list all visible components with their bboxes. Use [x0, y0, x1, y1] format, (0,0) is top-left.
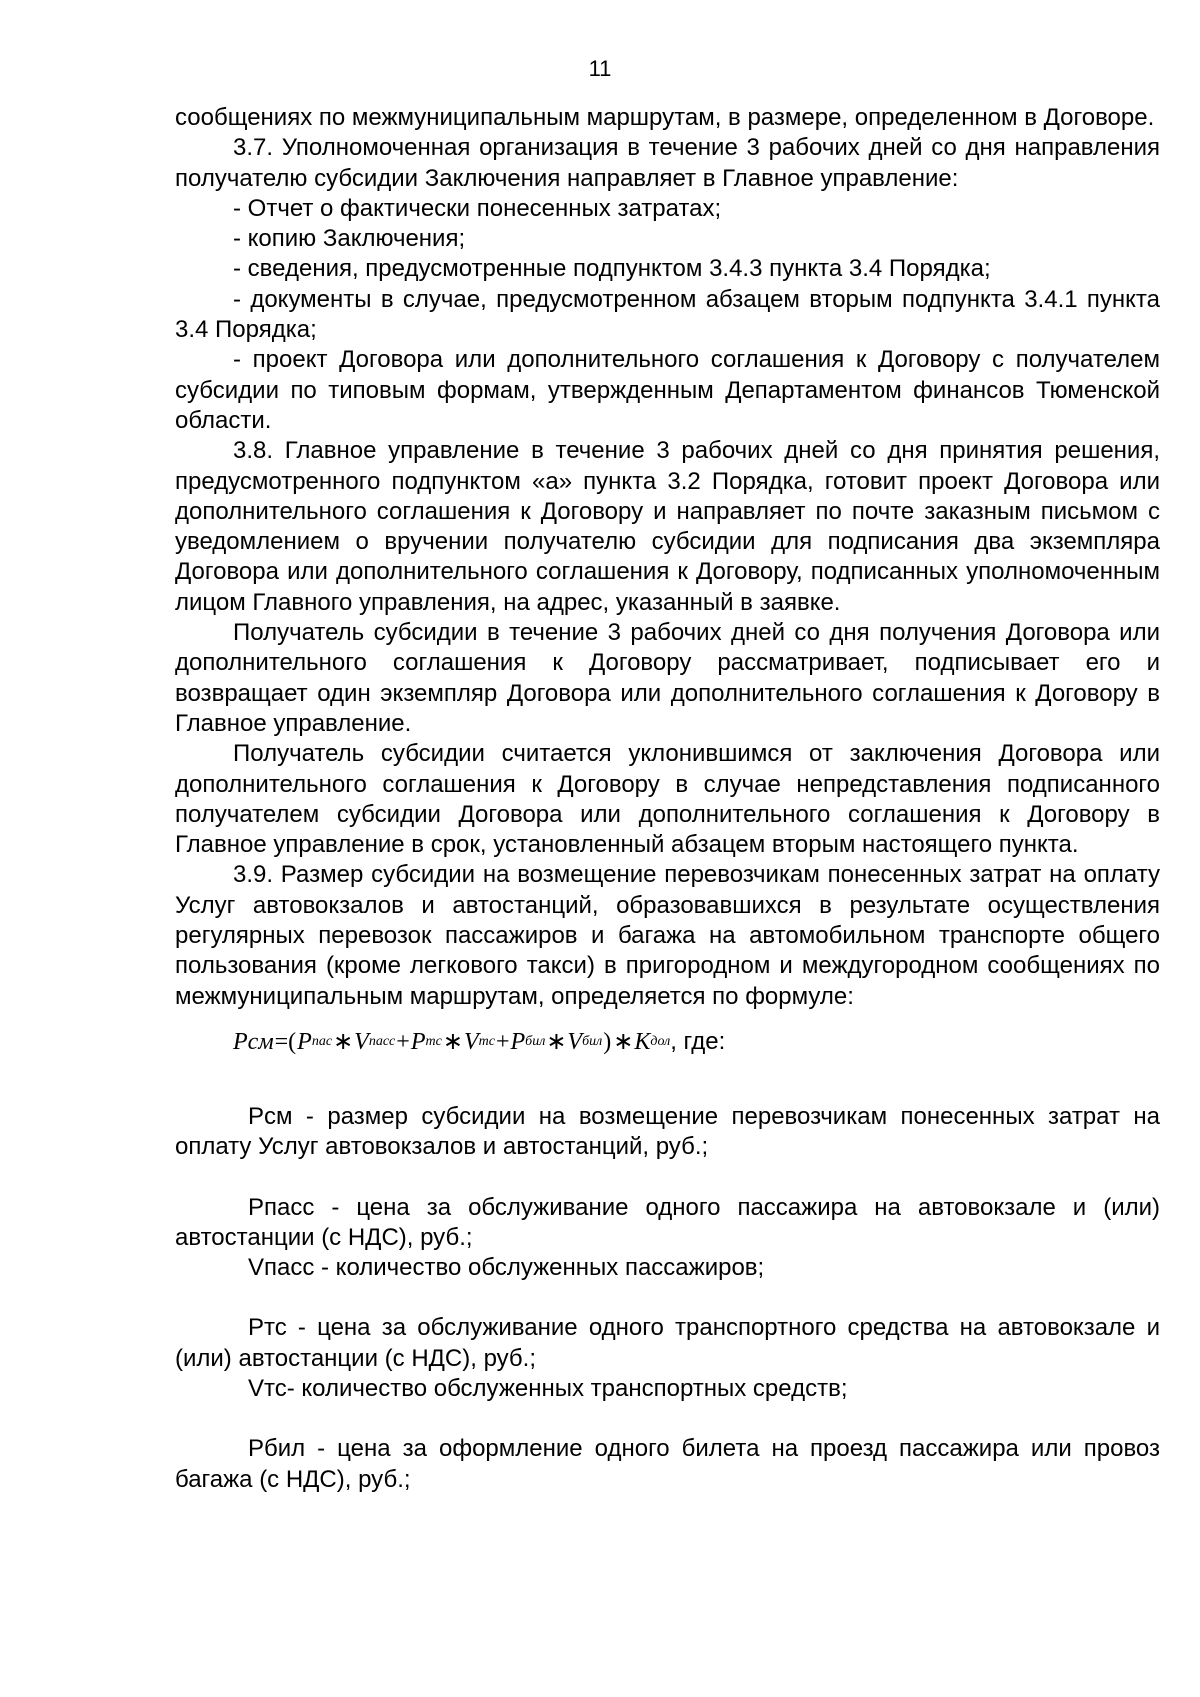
- spacer: [175, 1072, 1160, 1102]
- formula-subscript: тс: [478, 1033, 495, 1049]
- formula-operator: +: [495, 1028, 510, 1055]
- formula-term: K: [634, 1028, 651, 1055]
- definition-rbil: Рбил - цена за оформление одного билета на проезд пассажира или провоз багажа (с НДС), руб.;: [175, 1435, 1160, 1493]
- list-item: - сведения, предусмотренные подпунктом 3.4.3 пункта 3.4 Порядка;: [233, 255, 991, 283]
- spacer: [175, 1283, 1160, 1313]
- formula-term: V: [567, 1028, 583, 1055]
- formula-operator: ∗: [613, 1028, 634, 1055]
- list-item: - копию Заключения;: [233, 225, 466, 253]
- formula-term: V: [354, 1028, 369, 1055]
- paragraph: сообщениях по межмуниципальным маршрутам, в размере, определенном в Договоре.: [175, 104, 1155, 131]
- paragraph: Получатель субсидии считается уклонившимся от заключения Договора или дополнительного соглашения к Договору в случае непредставления подписанного получателем субсидии Договора или дополнительного соглашения к Договору в Главное управление в срок, установленный абзацем вторым настоящего пункта.: [175, 740, 1160, 859]
- formula-term: P: [410, 1028, 426, 1055]
- paragraph-3-8: 3.8. Главное управление в течение 3 рабочих дней со дня принятия решения, предусмотренного подпунктом «а» пункта 3.2 Порядка, готовит проект Договора или дополнительного соглашения к Договору и направляет по почте заказным письмом с уведомлением о вручении получателю субсидии для подписания два экземпляра Договора или дополнительного соглашения к Договору, подписанных уполномоченным лицом Главного управления, на адрес, указанный в заявке.: [175, 437, 1160, 616]
- formula-operator: ∗: [442, 1028, 463, 1055]
- definition-rts: Ртс - цена за обслуживание одного транспортного средства на автовокзале и (или) автостанции (с НДС), руб.;: [175, 1314, 1160, 1372]
- paragraph-3-7: 3.7. Уполномоченная организация в течение 3 рабочих дней со дня направления получателю субсидии Заключения направляет в Главное управление:: [175, 134, 1160, 192]
- formula-term: P: [510, 1028, 526, 1055]
- list-item: - Отчет о фактически понесенных затратах;: [233, 194, 722, 222]
- definition-rpass: Рпасс - цена за обслуживание одного пассажира на автовокзале и (или) автостанции (с НДС), руб.;: [175, 1193, 1160, 1251]
- spacer: [175, 1163, 1160, 1193]
- formula-term: P: [297, 1028, 312, 1055]
- paragraph: Получатель субсидии в течение 3 рабочих дней со дня получения Договора или дополнительного соглашения к Договору рассматривает, подписывает его и возвращает один экземпляр Договора или дополнительного соглашения к Договору в Главное управление.: [175, 619, 1160, 737]
- formula-operator: +: [396, 1028, 410, 1055]
- definition-vts: Vтс- количество обслуженных транспортных средств;: [248, 1374, 848, 1402]
- formula-eq: =(: [274, 1028, 297, 1055]
- formula-close: ): [603, 1028, 612, 1055]
- list-item: - проект Договора или дополнительного соглашения к Договору с получателем субсидии по типовым формам, утвержденным Департаментом финансов Тюменской области.: [175, 346, 1160, 434]
- formula-term: V: [463, 1028, 479, 1055]
- document-body: [175, 103, 1160, 1495]
- formula-subscript: бил: [525, 1033, 546, 1049]
- definition-vpass: Vпасс - количество обслуженных пассажиров;: [248, 1254, 765, 1282]
- formula-tail: , где:: [670, 1027, 726, 1055]
- formula-subscript: пас: [311, 1033, 333, 1049]
- formula-subscript: бил: [582, 1033, 603, 1049]
- spacer: [175, 1404, 1160, 1434]
- formula-subscript: тс: [425, 1033, 442, 1049]
- subsidy-formula: [175, 1012, 1160, 1072]
- page-number: 11: [588, 56, 612, 81]
- formula-subscript: дол: [650, 1033, 671, 1049]
- paragraph-3-9: 3.9. Размер субсидии на возмещение перевозчикам понесенных затрат на оплату Услуг автовокзалов и автостанций, образовавшихся в результате осуществления регулярных перевозок пассажиров и багажа на автомобильном транспорте общего пользования (кроме легкового такси) в пригородном и междугородном сообщениях по межмуниципальным маршрутам, определяется по формуле:: [175, 861, 1160, 1010]
- formula-operator: ∗: [333, 1028, 354, 1055]
- definition-rsm: Рсм - размер субсидии на возмещение перевозчикам понесенных затрат на оплату Услуг автовокзалов и автостанций, руб.;: [175, 1102, 1160, 1161]
- list-item: - документы в случае, предусмотренном абзацем вторым подпункта 3.4.1 пункта 3.4 Порядка;: [175, 285, 1160, 344]
- formula-lhs: Pсм: [233, 1028, 274, 1055]
- formula-subscript: пасс: [368, 1033, 396, 1049]
- formula-operator: ∗: [546, 1028, 567, 1055]
